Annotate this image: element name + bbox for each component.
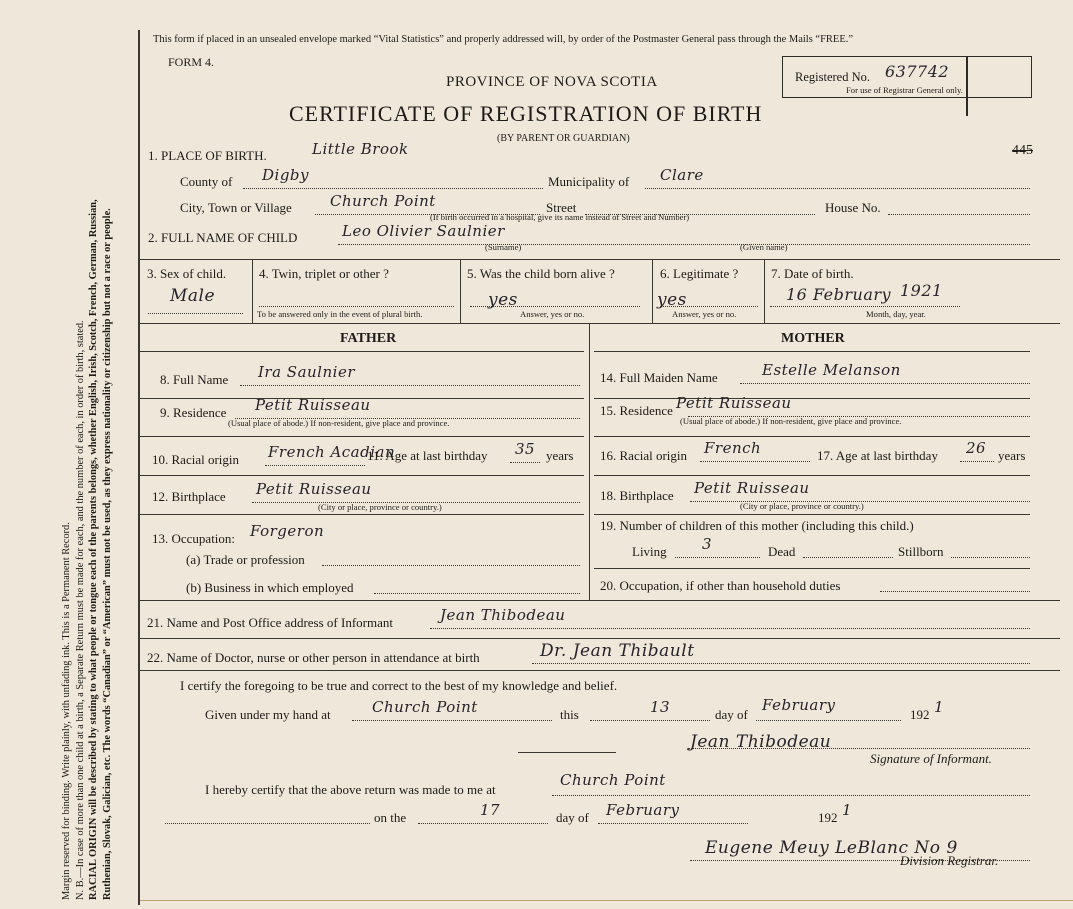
twin-label: 4. Twin, triplet or other ? bbox=[259, 266, 389, 281]
place-of-birth-label: 1. PLACE OF BIRTH. bbox=[148, 148, 267, 163]
mother-race-value: French bbox=[704, 439, 762, 457]
house-no-label: House No. bbox=[825, 200, 881, 215]
father-birthplace-value: Petit Ruisseau bbox=[256, 480, 372, 498]
subtitle: (BY PARENT OR GUARDIAN) bbox=[497, 133, 630, 144]
mother-city-note: (City or place, province or country.) bbox=[740, 501, 864, 511]
informant-label: 21. Name and Post Office address of Informant bbox=[147, 615, 393, 630]
father-age-label: 11. Age at last birthday bbox=[367, 448, 488, 463]
occupation-label: 13. Occupation: bbox=[152, 531, 236, 546]
date-of-birth-label: 7. Date of birth. bbox=[771, 266, 854, 281]
father-residence-value: Petit Ruisseau bbox=[255, 396, 371, 414]
business-label: (b) Business in which employed bbox=[186, 580, 354, 595]
street-label: Street bbox=[546, 200, 577, 215]
father-birthplace-label: 12. Birthplace bbox=[152, 489, 226, 504]
this-label: this bbox=[560, 707, 579, 722]
margin-note-4: Ruthenian, Slovak, Galician, etc. The words “Canadian” or “American” must not be used, as they express nationality or citizenship but not a race or people. bbox=[101, 208, 113, 900]
doctor-label: 22. Name of Doctor, nurse or other person in attendance at birth bbox=[147, 650, 480, 665]
alive-note: Answer, yes or no. bbox=[520, 309, 585, 319]
twin-note: To be answered only in the event of plural birth. bbox=[257, 309, 423, 319]
municipality-value: Clare bbox=[660, 166, 704, 184]
margin-note-1: Margin reserved for binding. Write plainly, with unfading ink. This is a Permanent Record. bbox=[61, 522, 72, 900]
legit-note: Answer, yes or no. bbox=[672, 309, 737, 319]
registered-label: Registered No. bbox=[795, 70, 870, 84]
mother-heading: MOTHER bbox=[781, 331, 845, 346]
municipality-label: Municipality of bbox=[548, 174, 630, 189]
father-race-value: French Acadian bbox=[268, 443, 396, 461]
children-label: 19. Number of children of this mother (including this child.) bbox=[600, 518, 914, 533]
father-heading: FATHER bbox=[340, 331, 397, 346]
father-residence-label: 9. Residence bbox=[160, 405, 227, 420]
father-race-label: 10. Racial origin bbox=[152, 452, 240, 467]
mother-age-value: 26 bbox=[966, 439, 987, 457]
living-label: Living bbox=[632, 544, 667, 559]
division-registrar-caption: Division Registrar. bbox=[900, 853, 999, 868]
on-year-prefix: 192 bbox=[818, 810, 838, 825]
born-alive-value: yes bbox=[488, 290, 518, 310]
postal-notice: This form if placed in an unsealed envelope marked “Vital Statistics” and properly addressed will, by order of the Postmaster General pass through the Mails “FREE.” bbox=[153, 34, 854, 45]
father-occupation-value: Forgeron bbox=[250, 522, 325, 540]
mother-name-value: Estelle Melanson bbox=[762, 361, 901, 379]
given-name-note: (Given name) bbox=[740, 242, 788, 252]
given-year-value: 1 bbox=[934, 698, 945, 716]
margin-note-2: N. B.—In case of more than one child at a birth, a Separate Return must be made for each, and the number of each, in order of birth, stated. bbox=[74, 320, 86, 900]
mother-occupation-label: 20. Occupation, if other than household duties bbox=[600, 578, 841, 593]
binding-margin bbox=[0, 0, 138, 909]
mother-birthplace-label: 18. Birthplace bbox=[600, 488, 674, 503]
date-of-birth-monthday: 16 February bbox=[786, 285, 892, 304]
surname-note: (Surname) bbox=[485, 242, 522, 252]
on-day-of-label: day of bbox=[556, 810, 589, 825]
certify-statement: I certify the foregoing to be true and correct to the best of my knowledge and belief. bbox=[180, 678, 618, 693]
given-year-prefix: 192 bbox=[910, 707, 930, 722]
father-name-value: Ira Saulnier bbox=[258, 363, 355, 381]
made-at-label: I hereby certify that the above return was made to me at bbox=[205, 782, 496, 797]
given-day-value: 13 bbox=[650, 698, 671, 716]
born-alive-label: 5. Was the child born alive ? bbox=[467, 266, 615, 281]
margin-rule bbox=[138, 30, 140, 905]
mother-residence-label: 15. Residence bbox=[600, 403, 673, 418]
registration-stroke bbox=[966, 56, 968, 116]
city-value: Church Point bbox=[330, 192, 436, 210]
mother-birthplace-value: Petit Ruisseau bbox=[694, 479, 810, 497]
informant-signature: Jean Thibodeau bbox=[690, 732, 832, 752]
informant-value: Jean Thibodeau bbox=[440, 606, 566, 624]
mother-race-label: 16. Racial origin bbox=[600, 448, 688, 463]
father-abode-note: (Usual place of abode.) If non-resident, give place and province. bbox=[228, 418, 450, 428]
legitimate-value: yes bbox=[657, 290, 687, 310]
child-name-value: Leo Olivier Saulnier bbox=[342, 222, 505, 240]
father-name-label: 8. Full Name bbox=[160, 372, 229, 387]
registrar-use-note: For use of Registrar General only. bbox=[846, 85, 963, 95]
page-title: CERTIFICATE OF REGISTRATION OF BIRTH bbox=[289, 101, 763, 126]
given-at-value: Church Point bbox=[372, 698, 478, 716]
mother-years-label: years bbox=[998, 448, 1026, 463]
on-day-value: 17 bbox=[480, 801, 501, 819]
living-value: 3 bbox=[702, 535, 713, 553]
date-of-birth-year: 1921 bbox=[900, 281, 943, 300]
mother-name-label: 14. Full Maiden Name bbox=[600, 370, 718, 385]
province-heading: PROVINCE OF NOVA SCOTIA bbox=[446, 74, 658, 90]
trade-label: (a) Trade or profession bbox=[186, 552, 305, 567]
mother-age-label: 17. Age at last birthday bbox=[817, 448, 938, 463]
county-label: County of bbox=[180, 174, 233, 189]
margin-notes bbox=[60, 20, 114, 900]
corner-mark: 445 bbox=[1012, 143, 1033, 158]
dead-label: Dead bbox=[768, 544, 796, 559]
city-label: City, Town or Village bbox=[180, 200, 292, 215]
registered-number: 637742 bbox=[885, 62, 950, 81]
given-month-value: February bbox=[762, 696, 836, 714]
doctor-value: Dr. Jean Thibault bbox=[540, 641, 695, 661]
registrar-signature: Eugene Meuy LeBlanc No 9 bbox=[705, 838, 958, 858]
day-of-label: day of bbox=[715, 707, 748, 722]
mother-abode-note: (Usual place of abode.) If non-resident, give place and province. bbox=[680, 416, 902, 426]
father-city-note: (City or place, province or country.) bbox=[318, 502, 442, 512]
sex-value: Male bbox=[170, 286, 216, 306]
stillborn-label: Stillborn bbox=[898, 544, 944, 559]
father-age-value: 35 bbox=[515, 440, 536, 458]
on-year-value: 1 bbox=[842, 801, 853, 819]
mdy-note: Month, day, year. bbox=[866, 309, 926, 319]
on-the-label: on the bbox=[374, 810, 407, 825]
hospital-note: (If birth occurred in a hospital, give its name instead of Street and Number) bbox=[430, 212, 690, 222]
form-number: FORM 4. bbox=[168, 55, 215, 69]
child-name-label: 2. FULL NAME OF CHILD bbox=[148, 230, 298, 245]
made-at-value: Church Point bbox=[560, 771, 666, 789]
signature-informant-caption: Signature of Informant. bbox=[870, 751, 992, 766]
mother-residence-value: Petit Ruisseau bbox=[676, 394, 792, 412]
legitimate-label: 6. Legitimate ? bbox=[660, 266, 739, 281]
margin-note-3: RACIAL ORIGIN will be described by stating to what people or tongue each of the parents belongs, whether English, Irish, Scotch, French, German, Russian, bbox=[88, 199, 99, 900]
given-at-label: Given under my hand at bbox=[205, 707, 331, 722]
on-month-value: February bbox=[606, 801, 680, 819]
sex-label: 3. Sex of child. bbox=[147, 266, 227, 281]
place-of-birth-value: Little Brook bbox=[312, 140, 409, 158]
father-years-label: years bbox=[546, 448, 574, 463]
county-value: Digby bbox=[262, 166, 310, 184]
